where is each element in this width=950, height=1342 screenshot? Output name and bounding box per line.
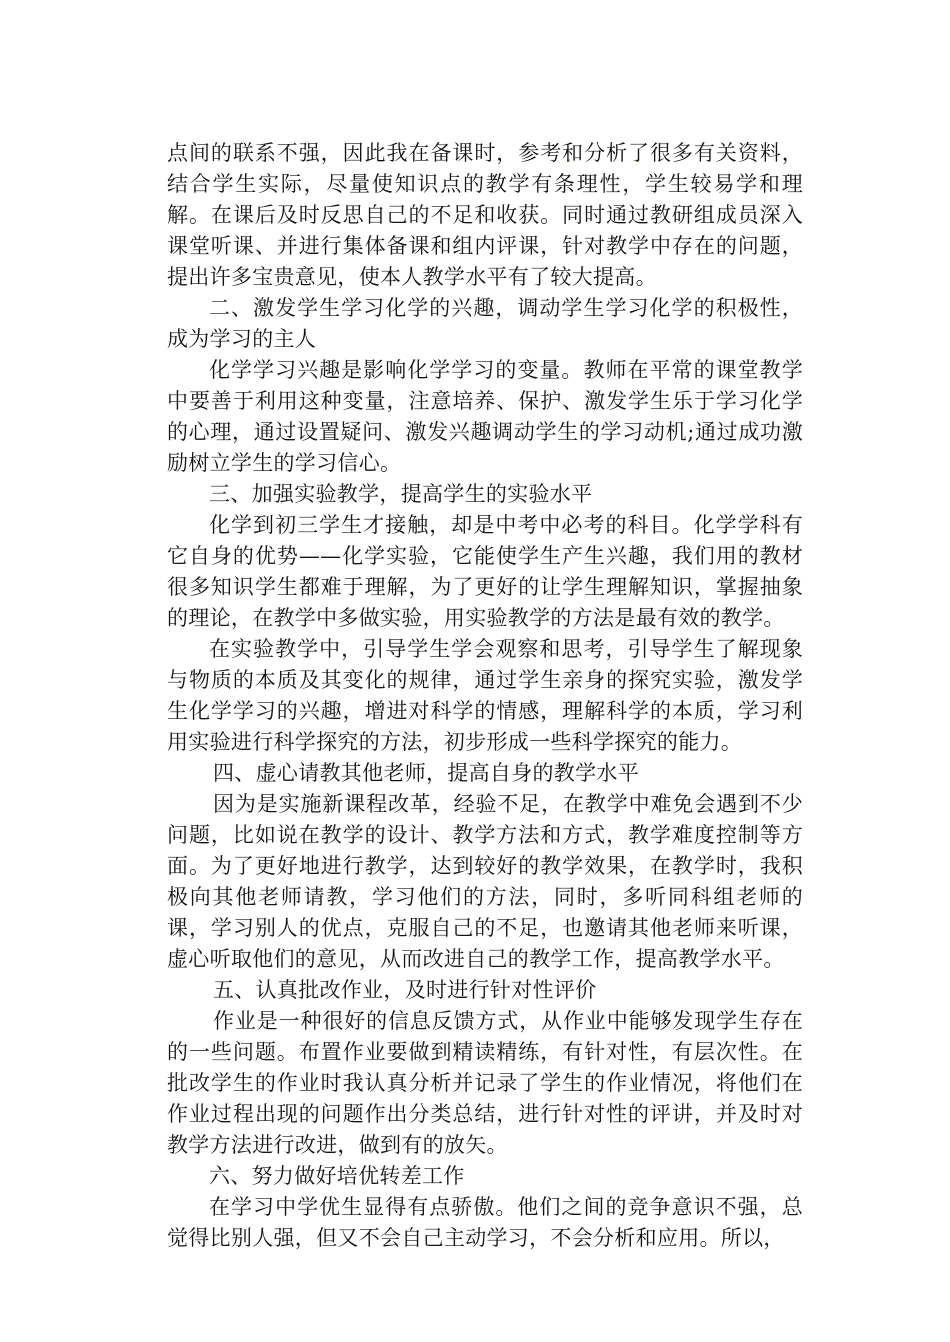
section-heading-3: 三、加强实验教学，提高学生的实验水平 xyxy=(209,482,593,506)
body-paragraph: 作业是一种很好的信息反馈方式，从作业中能够发现学生存在的一些问题。布置作业要做到精读精练，有针对性，有层次性。在批改学生的作业时我认真分析并记录了学生的作业情况，将他们在作业过程出现的问题作出分类总结，进行针对性的评讲，并及时对教学方法进行改进，做到有的放矢。 xyxy=(167,1009,803,1157)
section-heading-5: 五、认真批改作业，及时进行针对性评价 xyxy=(213,978,597,1002)
section-heading-4: 四、虚心请教其他老师，提高自身的教学水平 xyxy=(213,761,639,785)
body-paragraph: 在学习中学优生显得有点骄傲。他们之间的竞争意识不强，总觉得比别人强，但又不会自己主动学习，不会分析和应用。所以， xyxy=(167,1195,803,1250)
body-paragraph: 点间的联系不强，因此我在备课时，参考和分析了很多有关资料，结合学生实际，尽量使知识点的教学有条理性，学生较易学和理解。在课后及时反思自己的不足和收获。同时通过教研组成员深入课堂听课、并进行集体备课和组内评课，针对教学中存在的问题，提出许多宝贵意见，使本人教学水平有了较大提高。 xyxy=(167,141,803,289)
body-paragraph: 因为是实施新课程改革，经验不足，在教学中难免会遇到不少问题，比如说在教学的设计、教学方法和方式，教学难度控制等方面。为了更好地进行教学，达到较好的教学效果，在教学时，我积极向其他老师请教，学习他们的方法，同时，多听同科组老师的课，学习别人的优点，克服自己的不足，也邀请其他老师来听课，虚心听取他们的意见，从而改进自己的教学工作，提高教学水平。 xyxy=(167,792,803,971)
body-paragraph: 化学到初三学生才接触，却是中考中必考的科目。化学学科有它自身的优势——化学实验，它能使学生产生兴趣，我们用的教材很多知识学生都难于理解，为了更好的让学生理解知识，掌握抽象的理论，在教学中多做实验，用实验教学的方法是最有效的教学。 xyxy=(167,513,803,630)
section-heading-6: 六、努力做好培优转差工作 xyxy=(209,1164,465,1188)
section-heading-2: 二、激发学生学习化学的兴趣，调动学生学习化学的积极性，成为学习的主人 xyxy=(167,296,803,351)
document-body xyxy=(167,138,803,1254)
body-paragraph: 在实验教学中，引导学生学会观察和思考，引导学生了解现象与物质的本质及其变化的规律，通过学生亲身的探究实验，激发学生化学学习的兴趣，增进对科学的情感，理解科学的本质，学习利用实验进行科学探究的方法，初步形成一些科学探究的能力。 xyxy=(167,637,803,754)
body-paragraph: 化学学习兴趣是影响化学学习的变量。教师在平常的课堂教学中要善于利用这种变量，注意培养、保护、激发学生乐于学习化学的心理，通过设置疑问、激发兴趣调动学生的学习动机;通过成功激励树立学生的学习信心。 xyxy=(167,358,803,475)
